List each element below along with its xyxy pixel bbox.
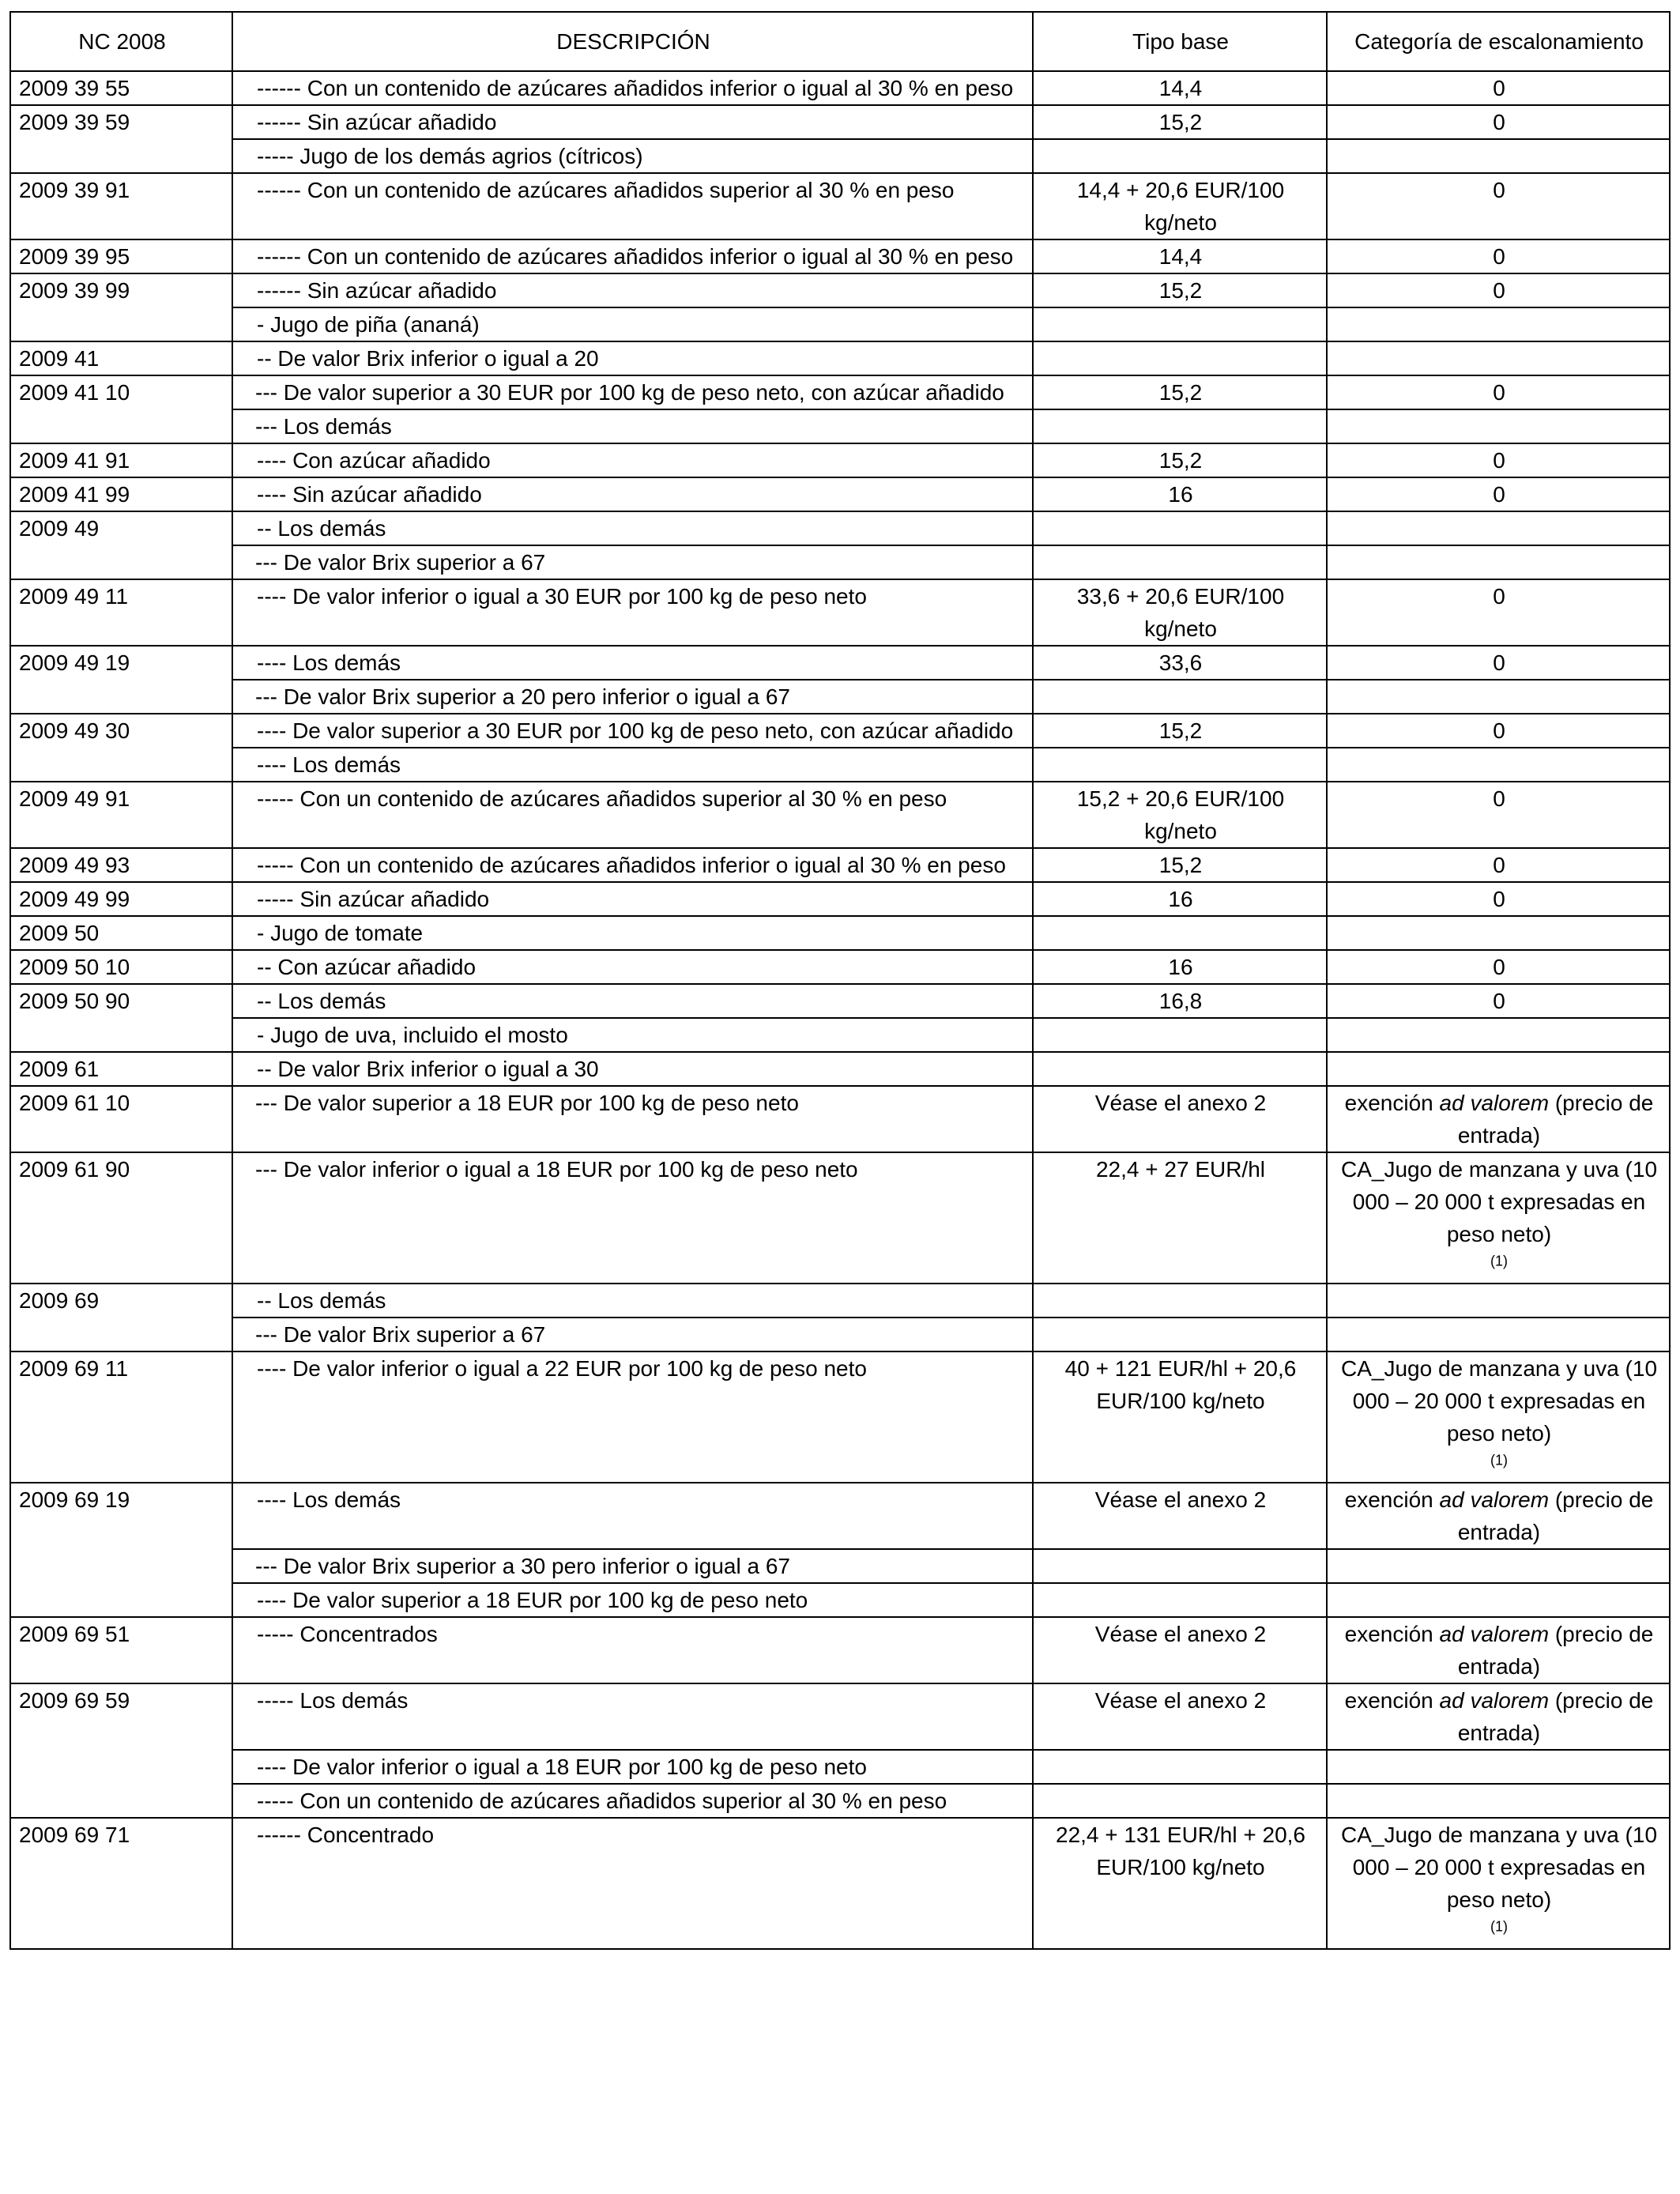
base-rate-cell (1033, 680, 1327, 714)
table-row (10, 1818, 1670, 1949)
nc-code-cell: 2009 61 10 (10, 1086, 232, 1152)
base-rate-cell: 16,8 (1033, 984, 1327, 1018)
staging-category-text: CA_Jugo de manzana y uva (10 000 – 20 000 t expresadas en peso neto) (1340, 1157, 1658, 1246)
nc-code-cell: 2009 49 99 (10, 882, 232, 916)
description-text: --- De valor Brix superior a 20 pero inferior o igual a 67 (255, 684, 790, 709)
header-nc: NC 2008 (10, 12, 232, 71)
staging-category-text: 0 (1493, 380, 1505, 405)
staging-category-tail: (precio de entrada) (1457, 1622, 1654, 1679)
description-cell (232, 1318, 1033, 1351)
description-text: -- De valor Brix inferior o igual a 20 (257, 346, 599, 371)
staging-category-cell (1327, 409, 1670, 443)
staging-category-cell (1327, 882, 1670, 916)
table-row (10, 1318, 1670, 1351)
staging-category-text: 0 (1493, 110, 1505, 134)
footnote-marker: (1) (1490, 1452, 1508, 1468)
base-rate-cell (1033, 409, 1327, 443)
description-text: ----- Con un contenido de azúcares añadidos superior al 30 % en peso (257, 1789, 947, 1813)
table-row (10, 1617, 1670, 1683)
nc-code-cell: 2009 49 (10, 511, 232, 579)
table-row (10, 1784, 1670, 1818)
nc-code-cell: 2009 39 59 (10, 105, 232, 173)
staging-category-cell (1327, 1617, 1670, 1683)
base-rate-cell: Véase el anexo 2 (1033, 1617, 1327, 1683)
description-cell (232, 1152, 1033, 1284)
table-row (10, 646, 1670, 680)
description-cell (232, 239, 1033, 273)
staging-category-cell (1327, 139, 1670, 173)
description-cell (232, 1750, 1033, 1784)
base-rate-cell: 14,4 (1033, 71, 1327, 105)
nc-code-cell: 2009 69 71 (10, 1818, 232, 1949)
table-row (10, 1750, 1670, 1784)
table-row (10, 916, 1670, 950)
staging-category-cell (1327, 579, 1670, 646)
header-base-rate: Tipo base (1033, 12, 1327, 71)
staging-category-text: 0 (1493, 278, 1505, 303)
description-cell (232, 511, 1033, 545)
base-rate-cell (1033, 1784, 1327, 1818)
description-cell (232, 1549, 1033, 1583)
nc-code-cell: 2009 41 10 (10, 375, 232, 443)
description-cell (232, 782, 1033, 848)
table-row (10, 1052, 1670, 1086)
description-cell (232, 173, 1033, 239)
table-row (10, 950, 1670, 984)
footnote-marker: (1) (1490, 1918, 1508, 1935)
description-text: -- Los demás (257, 516, 386, 541)
base-rate-cell: 14,4 + 20,6 EUR/100 kg/neto (1033, 173, 1327, 239)
table-row (10, 1549, 1670, 1583)
staging-category-cell (1327, 1284, 1670, 1318)
description-cell (232, 105, 1033, 139)
description-text: ----- Con un contenido de azúcares añadidos superior al 30 % en peso (257, 786, 947, 811)
staging-category-text: 0 (1493, 244, 1505, 269)
description-text: ------ Con un contenido de azúcares añadidos inferior o igual al 30 % en peso (257, 76, 1014, 100)
staging-category-cell (1327, 1683, 1670, 1750)
description-cell (232, 341, 1033, 375)
description-text: ------ Con un contenido de azúcares añadidos superior al 30 % en peso (257, 178, 955, 202)
description-text: ----- Con un contenido de azúcares añadidos inferior o igual al 30 % en peso (257, 853, 1006, 877)
staging-category-text: exención (1344, 1622, 1440, 1646)
base-rate-cell (1033, 341, 1327, 375)
table-row (10, 1483, 1670, 1549)
staging-category-text: exención (1344, 1091, 1440, 1115)
table-row (10, 1351, 1670, 1483)
base-rate-cell: 33,6 (1033, 646, 1327, 680)
staging-category-cell (1327, 1052, 1670, 1086)
table-row (10, 273, 1670, 307)
description-cell (232, 477, 1033, 511)
staging-category-text: CA_Jugo de manzana y uva (10 000 – 20 000 t expresadas en peso neto) (1340, 1823, 1658, 1912)
description-text: ----- Concentrados (257, 1622, 438, 1646)
base-rate-cell: 15,2 (1033, 443, 1327, 477)
base-rate-cell: 15,2 (1033, 848, 1327, 882)
table-row (10, 477, 1670, 511)
staging-category-cell (1327, 748, 1670, 782)
description-text: --- De valor Brix superior a 30 pero inferior o igual a 67 (255, 1554, 790, 1578)
tariff-table-page (9, 11, 1669, 1950)
staging-category-cell (1327, 307, 1670, 341)
footnote-marker: (1) (1490, 1253, 1508, 1269)
table-row (10, 984, 1670, 1018)
description-cell (232, 916, 1033, 950)
description-cell (232, 882, 1033, 916)
table-row (10, 782, 1670, 848)
description-cell (232, 680, 1033, 714)
description-cell (232, 1683, 1033, 1750)
staging-category-cell (1327, 782, 1670, 848)
staging-category-text: 0 (1493, 853, 1505, 877)
staging-category-cell (1327, 511, 1670, 545)
description-cell (232, 273, 1033, 307)
table-row (10, 882, 1670, 916)
description-text: ------ Sin azúcar añadido (257, 110, 497, 134)
description-text: --- De valor Brix superior a 67 (255, 550, 546, 575)
table-row (10, 1683, 1670, 1750)
staging-category-cell (1327, 1483, 1670, 1549)
staging-category-cell (1327, 341, 1670, 375)
staging-category-text: 0 (1493, 887, 1505, 911)
base-rate-cell (1033, 748, 1327, 782)
table-row (10, 1583, 1670, 1617)
base-rate-cell (1033, 1284, 1327, 1318)
table-row (10, 341, 1670, 375)
description-text: --- De valor inferior o igual a 18 EUR por 100 kg de peso neto (255, 1157, 858, 1182)
header-staging-category: Categoría de escalonamiento (1327, 12, 1670, 71)
nc-code-cell: 2009 61 90 (10, 1152, 232, 1284)
base-rate-cell: 15,2 (1033, 375, 1327, 409)
description-text: ---- De valor inferior o igual a 18 EUR por 100 kg de peso neto (257, 1755, 867, 1779)
staging-category-text: 0 (1493, 584, 1505, 609)
description-cell (232, 545, 1033, 579)
description-text: ---- De valor inferior o igual a 22 EUR por 100 kg de peso neto (257, 1356, 867, 1381)
description-cell (232, 1784, 1033, 1818)
header-description: DESCRIPCIÓN (232, 12, 1033, 71)
base-rate-cell: 22,4 + 27 EUR/hl (1033, 1152, 1327, 1284)
description-text: ---- Los demás (257, 752, 401, 777)
nc-code-cell: 2009 41 91 (10, 443, 232, 477)
tariff-table (9, 11, 1671, 1950)
description-cell (232, 307, 1033, 341)
table-row (10, 443, 1670, 477)
table-row (10, 375, 1670, 409)
description-text: ---- Con azúcar añadido (257, 448, 491, 473)
table-row (10, 1018, 1670, 1052)
staging-category-text: 0 (1493, 955, 1505, 979)
base-rate-cell (1033, 545, 1327, 579)
nc-code-cell: 2009 49 91 (10, 782, 232, 848)
description-text: - Jugo de piña (ananá) (257, 312, 480, 337)
staging-category-italic: ad valorem (1439, 1688, 1550, 1713)
description-text: - Jugo de tomate (257, 921, 424, 945)
table-body (10, 71, 1670, 1949)
nc-code-cell: 2009 49 19 (10, 646, 232, 714)
table-row (10, 1284, 1670, 1318)
description-text: ----- Sin azúcar añadido (257, 887, 490, 911)
table-row (10, 579, 1670, 646)
nc-code-cell: 2009 39 91 (10, 173, 232, 239)
base-rate-cell: 15,2 (1033, 105, 1327, 139)
description-text: ---- Los demás (257, 650, 401, 675)
staging-category-tail: (precio de entrada) (1457, 1091, 1654, 1148)
nc-code-cell: 2009 50 90 (10, 984, 232, 1052)
base-rate-cell (1033, 1549, 1327, 1583)
base-rate-cell: 16 (1033, 477, 1327, 511)
nc-code-cell: 2009 41 (10, 341, 232, 375)
description-cell (232, 1052, 1033, 1086)
table-row (10, 239, 1670, 273)
staging-category-text: 0 (1493, 178, 1505, 202)
staging-category-text: 0 (1493, 650, 1505, 675)
staging-category-cell (1327, 1018, 1670, 1052)
staging-category-cell (1327, 1152, 1670, 1284)
description-text: ------ Concentrado (257, 1823, 435, 1847)
staging-category-cell (1327, 916, 1670, 950)
staging-category-italic: ad valorem (1439, 1487, 1550, 1512)
description-cell (232, 1284, 1033, 1318)
description-cell (232, 1617, 1033, 1683)
base-rate-cell (1033, 916, 1327, 950)
staging-category-cell (1327, 848, 1670, 882)
description-text: -- De valor Brix inferior o igual a 30 (257, 1057, 599, 1081)
description-cell (232, 848, 1033, 882)
staging-category-text: 0 (1493, 786, 1505, 811)
table-row (10, 105, 1670, 139)
base-rate-cell: 15,2 + 20,6 EUR/100 kg/neto (1033, 782, 1327, 848)
nc-code-cell: 2009 41 99 (10, 477, 232, 511)
base-rate-cell (1033, 139, 1327, 173)
table-row (10, 545, 1670, 579)
staging-category-cell (1327, 1086, 1670, 1152)
description-cell (232, 1351, 1033, 1483)
description-text: ----- Jugo de los demás agrios (cítricos) (257, 144, 643, 168)
base-rate-cell: 15,2 (1033, 714, 1327, 748)
description-cell (232, 1583, 1033, 1617)
staging-category-text: exención (1344, 1487, 1440, 1512)
staging-category-cell (1327, 1318, 1670, 1351)
staging-category-cell (1327, 1583, 1670, 1617)
description-text: ------ Sin azúcar añadido (257, 278, 497, 303)
description-cell (232, 950, 1033, 984)
staging-category-cell (1327, 1818, 1670, 1949)
description-cell (232, 1818, 1033, 1949)
description-cell (232, 1086, 1033, 1152)
table-row (10, 409, 1670, 443)
base-rate-cell (1033, 307, 1327, 341)
description-text: -- Con azúcar añadido (257, 955, 477, 979)
table-row (10, 511, 1670, 545)
base-rate-cell (1033, 1018, 1327, 1052)
staging-category-text: CA_Jugo de manzana y uva (10 000 – 20 000 t expresadas en peso neto) (1340, 1356, 1658, 1446)
nc-code-cell: 2009 61 (10, 1052, 232, 1086)
description-cell (232, 71, 1033, 105)
staging-category-cell (1327, 1784, 1670, 1818)
staging-category-cell (1327, 646, 1670, 680)
base-rate-cell (1033, 1750, 1327, 1784)
staging-category-cell (1327, 443, 1670, 477)
staging-category-cell (1327, 477, 1670, 511)
staging-category-cell (1327, 105, 1670, 139)
base-rate-cell: Véase el anexo 2 (1033, 1086, 1327, 1152)
base-rate-cell: 16 (1033, 882, 1327, 916)
base-rate-cell (1033, 1318, 1327, 1351)
staging-category-cell (1327, 1549, 1670, 1583)
base-rate-cell (1033, 1583, 1327, 1617)
table-row (10, 173, 1670, 239)
nc-code-cell: 2009 49 93 (10, 848, 232, 882)
description-cell (232, 443, 1033, 477)
staging-category-tail: (precio de entrada) (1457, 1487, 1654, 1544)
base-rate-cell: 16 (1033, 950, 1327, 984)
description-text: ---- De valor superior a 30 EUR por 100 kg de peso neto, con azúcar añadido (257, 718, 1014, 743)
table-row (10, 1086, 1670, 1152)
nc-code-cell: 2009 69 (10, 1284, 232, 1351)
nc-code-cell: 2009 69 59 (10, 1683, 232, 1818)
staging-category-text: 0 (1493, 448, 1505, 473)
description-cell (232, 748, 1033, 782)
description-text: --- Los demás (255, 414, 392, 439)
description-text: --- De valor superior a 18 EUR por 100 kg de peso neto (255, 1091, 799, 1115)
description-text: ---- Los demás (257, 1487, 401, 1512)
description-text: ----- Los demás (257, 1688, 409, 1713)
nc-code-cell: 2009 39 95 (10, 239, 232, 273)
description-cell (232, 984, 1033, 1018)
description-cell (232, 409, 1033, 443)
description-cell (232, 375, 1033, 409)
description-text: ---- De valor inferior o igual a 30 EUR por 100 kg de peso neto (257, 584, 867, 609)
base-rate-cell: 40 + 121 EUR/hl + 20,6 EUR/100 kg/neto (1033, 1351, 1327, 1483)
staging-category-tail: (precio de entrada) (1457, 1688, 1654, 1745)
description-cell (232, 139, 1033, 173)
staging-category-cell (1327, 239, 1670, 273)
staging-category-cell (1327, 71, 1670, 105)
staging-category-italic: ad valorem (1439, 1091, 1550, 1115)
staging-category-text: 0 (1493, 989, 1505, 1013)
description-text: ---- De valor superior a 18 EUR por 100 kg de peso neto (257, 1588, 808, 1612)
nc-code-cell: 2009 50 10 (10, 950, 232, 984)
nc-code-cell: 2009 49 30 (10, 714, 232, 782)
base-rate-cell: 15,2 (1033, 273, 1327, 307)
table-row (10, 848, 1670, 882)
staging-category-cell (1327, 375, 1670, 409)
description-text: --- De valor superior a 30 EUR por 100 kg de peso neto, con azúcar añadido (255, 380, 1004, 405)
table-row (10, 680, 1670, 714)
base-rate-cell (1033, 1052, 1327, 1086)
description-text: ------ Con un contenido de azúcares añadidos inferior o igual al 30 % en peso (257, 244, 1014, 269)
base-rate-cell: 22,4 + 131 EUR/hl + 20,6 EUR/100 kg/neto (1033, 1818, 1327, 1949)
description-text: -- Los demás (257, 989, 386, 1013)
staging-category-text: 0 (1493, 718, 1505, 743)
staging-category-cell (1327, 984, 1670, 1018)
table-row (10, 307, 1670, 341)
staging-category-text: 0 (1493, 76, 1505, 100)
staging-category-cell (1327, 273, 1670, 307)
description-cell (232, 1483, 1033, 1549)
staging-category-cell (1327, 545, 1670, 579)
table-row (10, 139, 1670, 173)
staging-category-cell (1327, 680, 1670, 714)
description-text: --- De valor Brix superior a 67 (255, 1322, 546, 1347)
description-cell (232, 714, 1033, 748)
staging-category-cell (1327, 173, 1670, 239)
table-row (10, 1152, 1670, 1284)
staging-category-text: exención (1344, 1688, 1440, 1713)
nc-code-cell: 2009 50 (10, 916, 232, 950)
description-cell (232, 646, 1033, 680)
base-rate-cell: 33,6 + 20,6 EUR/100 kg/neto (1033, 579, 1327, 646)
description-cell (232, 1018, 1033, 1052)
base-rate-cell: 14,4 (1033, 239, 1327, 273)
description-text: - Jugo de uva, incluido el mosto (257, 1023, 568, 1047)
description-text: ---- Sin azúcar añadido (257, 482, 482, 507)
base-rate-cell: Véase el anexo 2 (1033, 1483, 1327, 1549)
description-cell (232, 579, 1033, 646)
nc-code-cell: 2009 39 55 (10, 71, 232, 105)
table-row (10, 748, 1670, 782)
staging-category-cell (1327, 1351, 1670, 1483)
base-rate-cell (1033, 511, 1327, 545)
nc-code-cell: 2009 49 11 (10, 579, 232, 646)
staging-category-italic: ad valorem (1439, 1622, 1550, 1646)
table-row (10, 714, 1670, 748)
staging-category-cell (1327, 950, 1670, 984)
nc-code-cell: 2009 69 19 (10, 1483, 232, 1617)
staging-category-cell (1327, 1750, 1670, 1784)
description-text: -- Los demás (257, 1288, 386, 1313)
staging-category-text: 0 (1493, 482, 1505, 507)
base-rate-cell: Véase el anexo 2 (1033, 1683, 1327, 1750)
table-row (10, 71, 1670, 105)
nc-code-cell: 2009 69 11 (10, 1351, 232, 1483)
header-row (10, 12, 1670, 71)
nc-code-cell: 2009 69 51 (10, 1617, 232, 1683)
nc-code-cell: 2009 39 99 (10, 273, 232, 341)
staging-category-cell (1327, 714, 1670, 748)
